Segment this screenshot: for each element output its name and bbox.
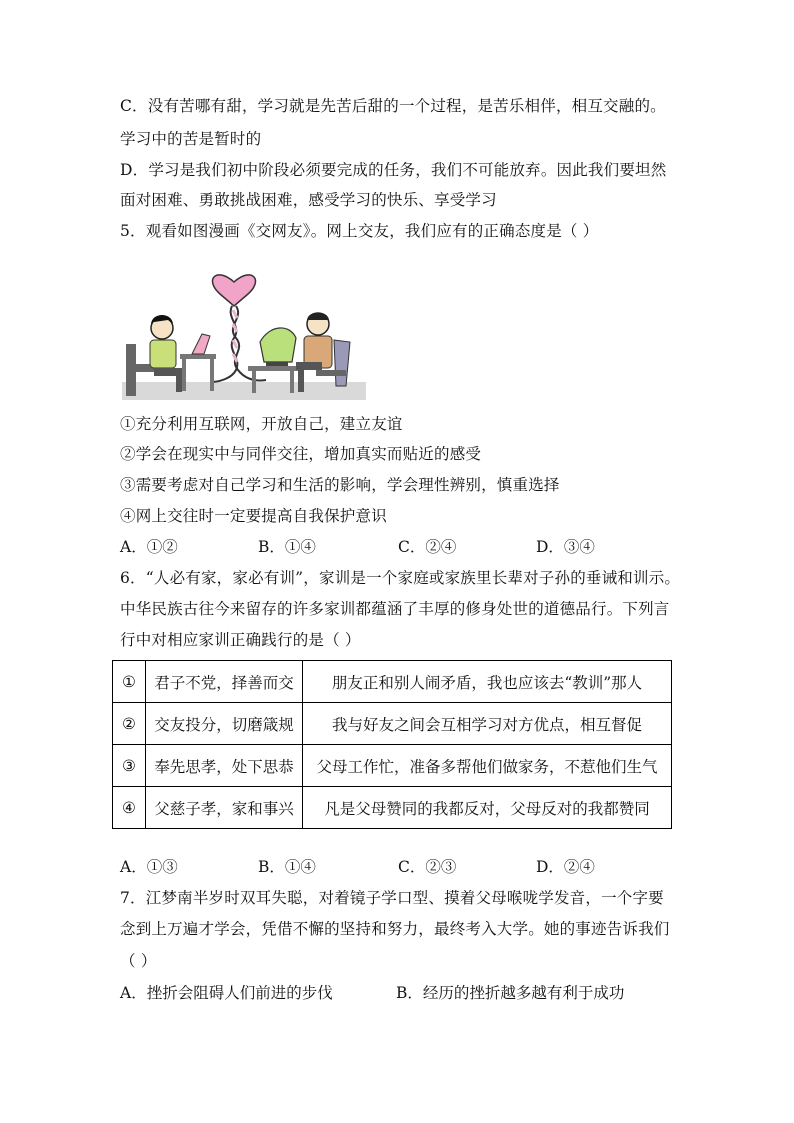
- comic-floor: [122, 382, 366, 400]
- family-motto: 交友投分，切磨箴规: [146, 703, 303, 745]
- q6-option-b[interactable]: B．①④: [258, 858, 316, 876]
- q5-option-d[interactable]: D．③④: [536, 538, 595, 556]
- q5-options: [120, 536, 680, 558]
- family-motto: 父慈子孝，家和事兴: [146, 787, 303, 829]
- row-number: ③: [113, 745, 146, 787]
- statement-3: ③需要考虑对自己学习和生活的影响，学会理性辨别，慎重选择: [120, 476, 560, 494]
- question-7-line3: （ ）: [120, 952, 157, 970]
- option-d-line2: 面对困难、勇敢挑战困难，感受学习的快乐、享受学习: [120, 191, 497, 209]
- question-7-line1: 7．江梦南半岁时双耳失聪，对着镜子学口型、摸着父母喉咙学发音，一个字要: [120, 889, 664, 907]
- q6-options: [120, 856, 680, 878]
- practice-action: 朋友正和别人闹矛盾，我也应该去“教训”那人: [303, 661, 672, 703]
- question-6-line2: 中华民族古往今来留存的许多家训都蕴涵了丰厚的修身处世的道德品行。下列言: [120, 600, 670, 618]
- row-number: ④: [113, 787, 146, 829]
- q5-option-c[interactable]: C．②④: [398, 538, 457, 556]
- q7-option-b[interactable]: B．经历的挫折越多越有利于成功: [396, 984, 625, 1002]
- online-friends-comic: [120, 258, 368, 402]
- option-c-line1: C．没有苦哪有甜，学习就是先苦后甜的一个过程，是苦乐相伴，相互交融的。: [120, 97, 666, 115]
- q5-option-a[interactable]: A．①②: [120, 538, 178, 556]
- family-motto-table: [112, 660, 672, 829]
- table-row: [113, 661, 672, 703]
- table-row: [113, 787, 672, 829]
- table-row: [113, 703, 672, 745]
- statement-4: ④网上交往时一定要提高自我保护意识: [120, 507, 387, 525]
- practice-action: 我与好友之间会互相学习对方优点，相互督促: [303, 703, 672, 745]
- family-motto: 君子不党，择善而交: [146, 661, 303, 703]
- q6-option-c[interactable]: C．②③: [398, 858, 457, 876]
- q5-option-b[interactable]: B．①④: [258, 538, 316, 556]
- practice-action: 父母工作忙，准备多帮他们做家务，不惹他们生气: [303, 745, 672, 787]
- q6-option-a[interactable]: A．①③: [120, 858, 178, 876]
- option-c-line2: 学习中的苦是暂时的: [120, 130, 262, 148]
- q7-options: [120, 982, 680, 1004]
- family-motto: 奉先思孝，处下思恭: [146, 745, 303, 787]
- row-number: ①: [113, 661, 146, 703]
- question-7-line2: 念到上万遍才学会，凭借不懈的坚持和努力，最终考入大学。她的事迹告诉我们: [120, 920, 670, 938]
- statement-1: ①充分利用互联网，开放自己，建立友谊: [120, 415, 403, 433]
- row-number: ②: [113, 703, 146, 745]
- statement-2: ②学会在现实中与同伴交往，增加真实而贴近的感受: [120, 445, 482, 463]
- table-row: [113, 745, 672, 787]
- q6-option-d[interactable]: D．②④: [536, 858, 595, 876]
- q7-option-a[interactable]: A．挫折会阻碍人们前进的步伐: [120, 984, 333, 1002]
- question-6-line3: 行中对相应家训正确践行的是（ ）: [120, 631, 361, 649]
- practice-action: 凡是父母赞同的我都反对，父母反对的我都赞同: [303, 787, 672, 829]
- question-6-line1: 6．“人必有家，家必有训”，家训是一个家庭或家族里长辈对子孙的垂诫和训示。: [120, 569, 681, 587]
- question-5: 5．观看如图漫画《交网友》。网上交友，我们应有的正确态度是（ ）: [120, 222, 599, 240]
- option-d-line1: D．学习是我们初中阶段必须要完成的任务，我们不可能放弃。因此我们要坦然: [120, 161, 667, 179]
